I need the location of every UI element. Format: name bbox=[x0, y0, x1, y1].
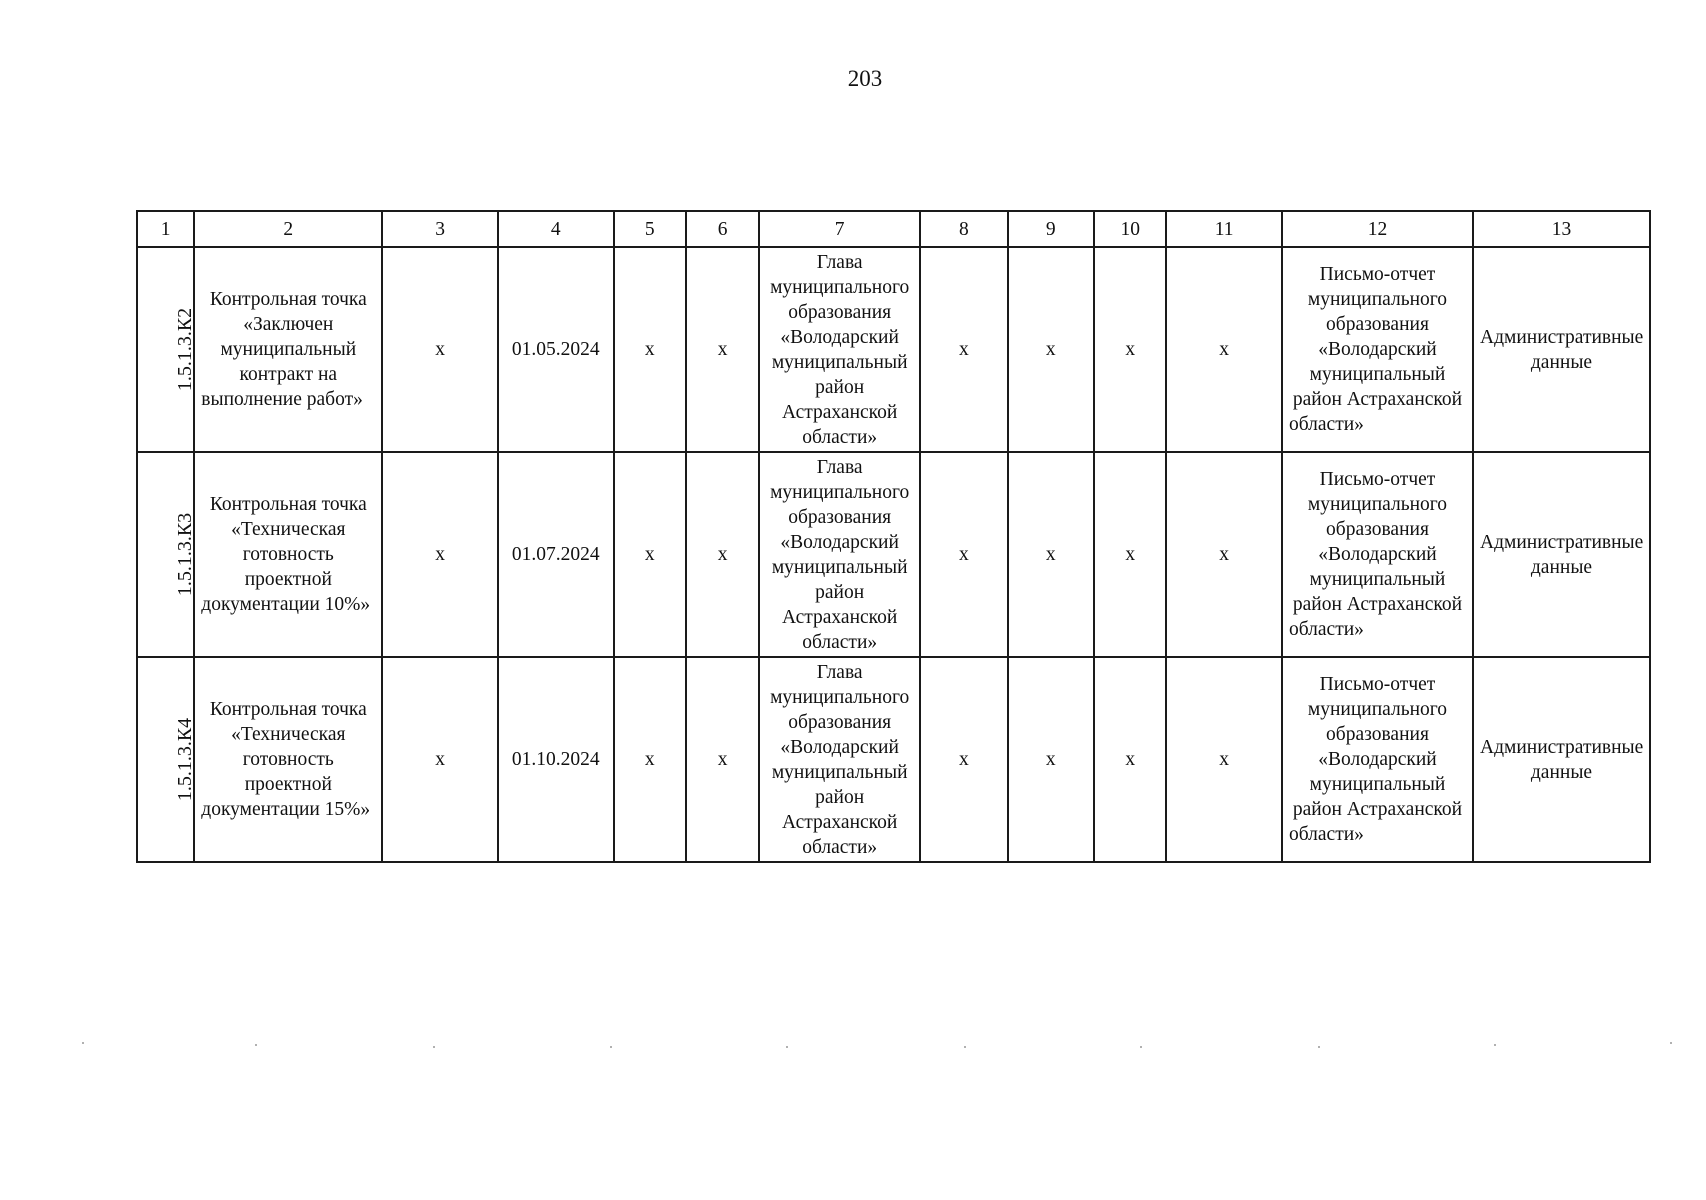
cell-9: x bbox=[1008, 247, 1094, 452]
cell-3: x bbox=[382, 247, 498, 452]
cell-6: x bbox=[686, 452, 759, 657]
table-header-row bbox=[137, 211, 1650, 247]
source-cell: Административные данные bbox=[1473, 657, 1650, 862]
header-cell: 2 bbox=[194, 211, 382, 247]
cell-5: x bbox=[614, 247, 686, 452]
row-code: 1.5.1.3.К4 bbox=[174, 717, 197, 802]
scan-speck bbox=[610, 1046, 612, 1048]
name-cell: Контрольная точка «Техническая готовность проектной документации 15%» bbox=[194, 657, 382, 862]
scan-speck bbox=[255, 1044, 257, 1046]
cell-10: x bbox=[1094, 247, 1166, 452]
cell-3: x bbox=[382, 657, 498, 862]
table-row bbox=[137, 657, 1650, 862]
cell-6: x bbox=[686, 247, 759, 452]
header-cell: 4 bbox=[498, 211, 614, 247]
code-cell bbox=[137, 247, 197, 452]
cell-8: x bbox=[920, 657, 1007, 862]
header-cell: 1 bbox=[137, 211, 194, 247]
page-number: 203 bbox=[847, 66, 883, 91]
document-cell: Письмо-отчет муниципального образования «Володарский муниципальный район Астраханской области» bbox=[1282, 452, 1473, 657]
code-cell bbox=[137, 657, 197, 862]
date-cell: 01.05.2024 bbox=[498, 247, 614, 452]
scan-speck bbox=[786, 1046, 788, 1048]
scan-speck bbox=[1494, 1044, 1496, 1046]
cell-9: x bbox=[1008, 657, 1094, 862]
header-cell: 9 bbox=[1008, 211, 1094, 247]
header-cell: 12 bbox=[1282, 211, 1473, 247]
header-cell: 3 bbox=[382, 211, 498, 247]
cell-10: x bbox=[1094, 452, 1166, 657]
source-cell: Административные данные bbox=[1473, 247, 1650, 452]
scan-speck bbox=[433, 1046, 435, 1048]
cell-8: x bbox=[920, 452, 1007, 657]
scan-speck bbox=[82, 1042, 84, 1044]
scan-speck bbox=[1670, 1042, 1672, 1044]
date-cell: 01.07.2024 bbox=[498, 452, 614, 657]
scan-speck bbox=[1318, 1046, 1320, 1048]
document-cell: Письмо-отчет муниципального образования «Володарский муниципальный район Астраханской области» bbox=[1282, 657, 1473, 862]
source-cell: Административные данные bbox=[1473, 452, 1650, 657]
header-cell: 5 bbox=[614, 211, 686, 247]
header-cell: 11 bbox=[1166, 211, 1282, 247]
cell-3: x bbox=[382, 452, 498, 657]
cell-5: x bbox=[614, 452, 686, 657]
responsible-cell: Глава муниципального образования «Володарский муниципальный район Астраханской области» bbox=[759, 452, 920, 657]
document-cell: Письмо-отчет муниципального образования «Володарский муниципальный район Астраханской области» bbox=[1282, 247, 1473, 452]
cell-5: x bbox=[614, 657, 686, 862]
row-code: 1.5.1.3.К2 bbox=[174, 307, 197, 392]
header-cell: 13 bbox=[1473, 211, 1650, 247]
row-code: 1.5.1.3.К3 bbox=[174, 512, 197, 597]
cell-11: x bbox=[1166, 657, 1282, 862]
header-cell: 6 bbox=[686, 211, 759, 247]
name-cell: Контрольная точка «Техническая готовность проектной документации 10%» bbox=[194, 452, 382, 657]
table-row bbox=[137, 452, 1650, 657]
control-points-table bbox=[136, 210, 1651, 863]
header-cell: 10 bbox=[1094, 211, 1166, 247]
scan-speck bbox=[964, 1046, 966, 1048]
header-cell: 7 bbox=[759, 211, 920, 247]
cell-11: x bbox=[1166, 247, 1282, 452]
code-cell bbox=[137, 452, 197, 657]
cell-11: x bbox=[1166, 452, 1282, 657]
date-cell: 01.10.2024 bbox=[498, 657, 614, 862]
name-cell: Контрольная точка «Заключен муниципальный контракт на выполнение работ» bbox=[194, 247, 382, 452]
cell-8: x bbox=[920, 247, 1007, 452]
table-row bbox=[137, 247, 1650, 452]
header-cell: 8 bbox=[920, 211, 1007, 247]
cell-10: x bbox=[1094, 657, 1166, 862]
scan-speck bbox=[1140, 1046, 1142, 1048]
cell-9: x bbox=[1008, 452, 1094, 657]
responsible-cell: Глава муниципального образования «Володарский муниципальный район Астраханской области» bbox=[759, 657, 920, 862]
responsible-cell: Глава муниципального образования «Володарский муниципальный район Астраханской области» bbox=[759, 247, 920, 452]
cell-6: x bbox=[686, 657, 759, 862]
